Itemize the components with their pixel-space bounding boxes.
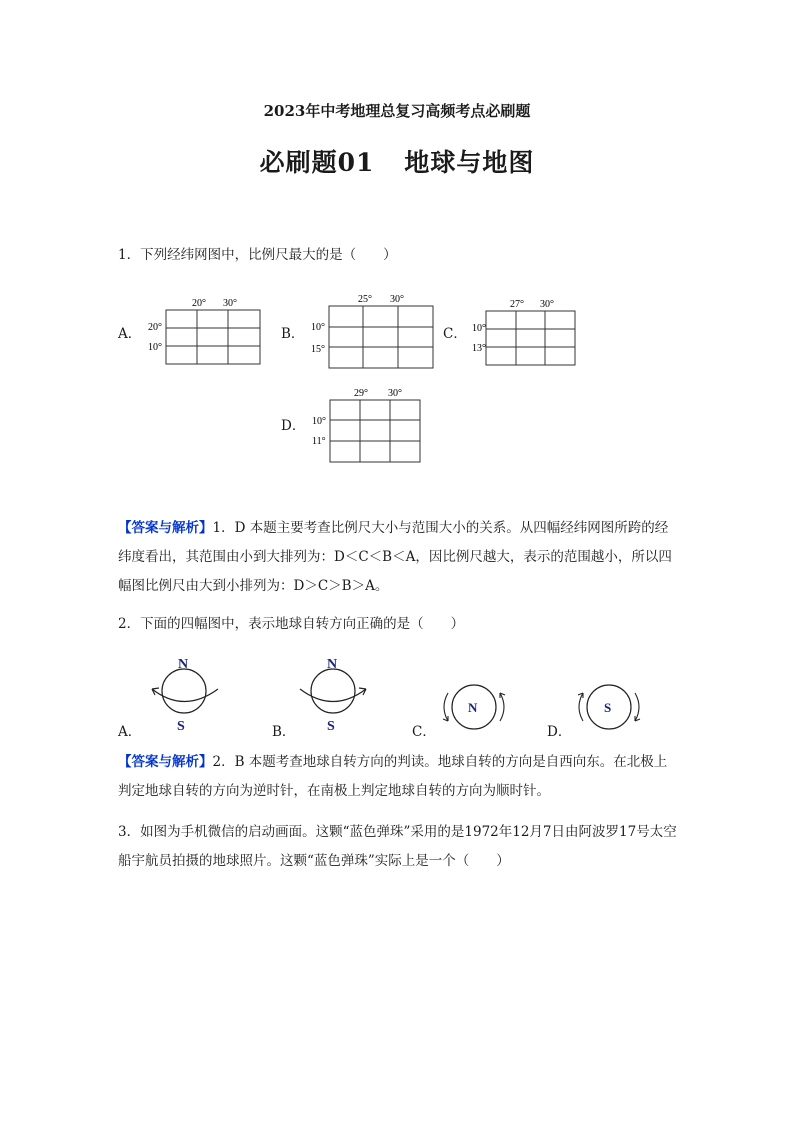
- q1-option-b-grid: [305, 288, 440, 373]
- lon-label: 25°: [358, 294, 372, 305]
- lon-label: 30°: [390, 294, 404, 305]
- q1-option-c-grid: [468, 293, 583, 373]
- q1-option-d-label: D．: [281, 418, 306, 434]
- question-3-stem: 3．如图为手机微信的启动画面。这颗“蓝色弹珠”采用的是1972年12月7日由阿波罗17号太空船宇航员拍摄的地球照片。这颗“蓝色弹珠”实际上是一个（ ）: [118, 824, 677, 869]
- q1-option-a-grid: [140, 290, 270, 370]
- q1-option-b-label: B．: [281, 326, 305, 342]
- pole-n-label: N: [327, 657, 338, 672]
- title-part-2: 地球与地图: [404, 148, 535, 177]
- lon-label: 27°: [510, 299, 524, 310]
- q2-option-d-diagram: [568, 675, 653, 735]
- pole-s-label: S: [177, 719, 185, 734]
- lon-label: 29°: [354, 388, 368, 399]
- rotation-arc: [300, 689, 366, 702]
- question-2-answer: [118, 748, 678, 806]
- question-1-answer: [118, 514, 678, 601]
- lon-label: 20°: [192, 298, 206, 309]
- earth-circle: [162, 669, 206, 713]
- q2-option-b-label: B．: [272, 724, 296, 740]
- lon-label: 30°: [540, 299, 554, 310]
- pole-s-label: S: [604, 700, 612, 715]
- answer-tag: 【答案与解析】: [118, 520, 213, 536]
- question-2-stem: 2．下面的四幅图中，表示地球自转方向正确的是（ ）: [118, 616, 465, 632]
- lat-label: 10°: [472, 323, 486, 334]
- q2-option-c-label: C．: [412, 724, 436, 740]
- title-part-1: 必刷题01: [259, 148, 375, 177]
- q1-option-a-label: A．: [118, 326, 142, 342]
- q1-option-d-grid: [308, 382, 428, 467]
- q2-option-c-diagram: [432, 675, 517, 735]
- pole-n-label: N: [178, 657, 189, 672]
- rotation-arc-left: [444, 693, 448, 721]
- lat-label: 11°: [312, 436, 326, 447]
- answer-text: 1．D 本题主要考查比例尺大小与范围大小的关系。从四幅经纬网图所跨的经纬度看出，其范围由小到大排列为：D＜C＜B＜A，因比例尺越大，表示的范围越小，所以四幅图比例尺由大到小排列为：D＞C＞B＞A。: [118, 520, 672, 594]
- grid-lines: [166, 310, 260, 364]
- earth-circle: [311, 669, 355, 713]
- q2-option-d-label: D．: [547, 724, 572, 740]
- lat-label: 13°: [472, 343, 486, 354]
- document-title: [0, 143, 794, 179]
- pole-s-label: S: [327, 719, 335, 734]
- lon-label: 30°: [388, 388, 402, 399]
- lat-label: 10°: [311, 322, 325, 333]
- lat-label: 10°: [312, 416, 326, 427]
- lat-label: 15°: [311, 344, 325, 355]
- grid-lines: [330, 400, 420, 462]
- rotation-arc-left: [579, 693, 583, 721]
- q1-option-c-label: C．: [443, 326, 467, 342]
- document-supertitle: 2023年中考地理总复习高频考点必刷题: [263, 102, 531, 120]
- rotation-arc-right: [635, 693, 639, 721]
- answer-tag: 【答案与解析】: [118, 754, 213, 770]
- q2-option-a-label: A．: [118, 724, 142, 740]
- lat-label: 20°: [148, 322, 162, 333]
- answer-text: 2．B 本题考查地球自转方向的判读。地球自转的方向是自西向东。在北极上判定地球自转的方向为逆时针，在南极上判定地球自转的方向为顺时针。: [118, 754, 668, 799]
- question-1-stem: 1．下列经纬网图中，比例尺最大的是（ ）: [118, 247, 397, 263]
- rotation-arc-right: [500, 693, 504, 721]
- lon-label: 30°: [223, 298, 237, 309]
- grid-lines: [486, 311, 575, 365]
- lat-label: 10°: [148, 342, 162, 353]
- grid-lines: [329, 306, 433, 368]
- q2-option-a-diagram: [140, 652, 230, 737]
- q2-option-b-diagram: [290, 652, 380, 737]
- pole-n-label: N: [468, 700, 478, 715]
